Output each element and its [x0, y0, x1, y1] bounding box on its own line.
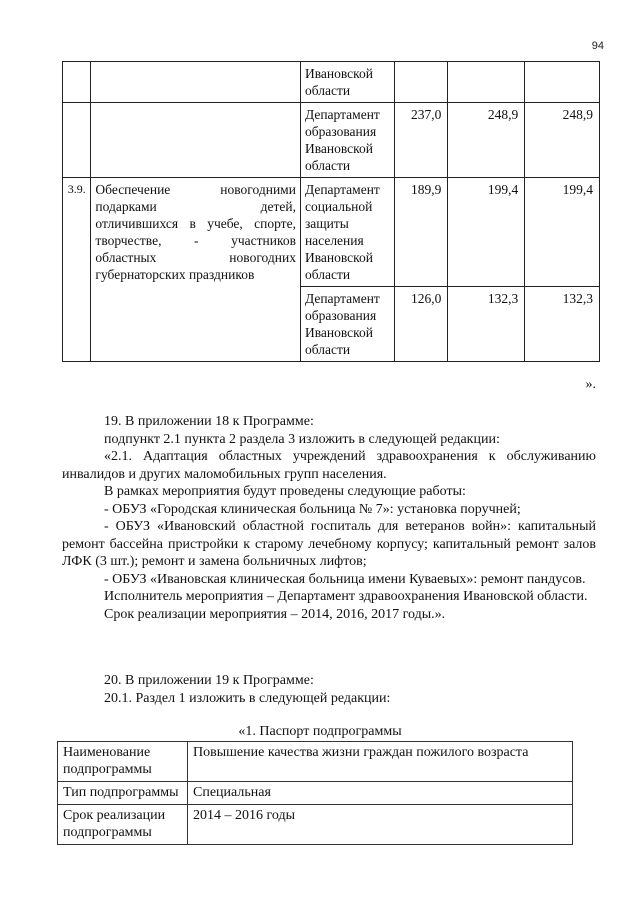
- value-cell-2015: 132,3: [448, 287, 525, 362]
- paragraph: В рамках мероприятия будут проведены следующие работы:: [104, 484, 466, 499]
- paragraph: 19. В приложении 18 к Программе:: [104, 414, 314, 429]
- value-cell-2016: [525, 62, 600, 103]
- measures-table: [62, 61, 600, 362]
- executor-cell: Департамент образования Ивановской области: [300, 103, 394, 178]
- paragraph: - ОБУЗ «Ивановский областной госпиталь для ветеранов войн»: капитальный ремонт бассейна пристройки к старому лечебному корпусу; капитальный ремонт залов ЛФК (3 шт.); ремонт и замена больничных лифтов;: [62, 519, 596, 569]
- value-cell-2016: 248,9: [525, 103, 600, 178]
- description-line: творчестве, - участников: [95, 233, 296, 248]
- measure-description-cell: [91, 62, 301, 103]
- value-cell-2014: 126,0: [394, 287, 448, 362]
- paragraph: подпункт 2.1 пункта 2 раздела 3 изложить в следующей редакции:: [104, 431, 500, 447]
- paragraph: Исполнитель мероприятия – Департамент здравоохранения Ивановской области.: [104, 589, 588, 604]
- value-cell-2015: 199,4: [448, 178, 525, 287]
- paragraph: - ОБУЗ «Городская клиническая больница № 7»: установка поручней;: [104, 501, 521, 517]
- description-line: подарками детей,: [95, 199, 296, 214]
- row-number-cell: [63, 62, 91, 103]
- paragraph: 20. В приложении 19 к Программе:: [104, 673, 314, 688]
- value-cell-2014: 189,9: [394, 178, 448, 287]
- passport-value-cell: Повышение качества жизни граждан пожилого возраста: [188, 742, 573, 782]
- value-cell-2016: 199,4: [525, 178, 600, 287]
- paragraph: «2.1. Адаптация областных учреждений здравоохранения к обслуживанию инвалидов и других маломобильных групп населения.: [62, 449, 596, 482]
- executor-cell: Ивановской области: [300, 62, 394, 103]
- passport-value-cell: Специальная: [188, 782, 573, 805]
- amendment-19-text: [62, 413, 596, 623]
- paragraph: Срок реализации мероприятия – 2014, 2016, 2017 годы.».: [104, 606, 446, 622]
- measure-description-cell: [91, 103, 301, 178]
- table-row: [58, 742, 573, 782]
- amendment-20-text: [62, 672, 596, 707]
- executor-cell: Департамент социальной защиты населения Ивановской области: [300, 178, 394, 287]
- value-cell-2015: 248,9: [448, 103, 525, 178]
- row-number-cell: 3.9.: [63, 178, 91, 362]
- description-line: отличившихся в учебе, спорте,: [95, 216, 296, 231]
- table-row: [63, 103, 600, 178]
- page-number: 94: [591, 40, 604, 52]
- passport-caption: «1. Паспорт подпрограммы: [238, 724, 402, 739]
- passport-label-cell: Наименование подпрограммы: [58, 742, 188, 782]
- passport-value-cell: 2014 – 2016 годы: [188, 805, 573, 845]
- value-cell-2016: 132,3: [525, 287, 600, 362]
- passport-label-cell: Тип подпрограммы: [58, 782, 188, 805]
- value-cell-2014: 237,0: [394, 103, 448, 178]
- description-line: губернаторских праздников: [95, 267, 255, 282]
- table-row: [63, 62, 600, 103]
- table-row: [58, 805, 573, 845]
- executor-cell: Департамент образования Ивановской области: [300, 287, 394, 362]
- closing-quote: ».: [585, 377, 596, 392]
- passport-label-cell: Срок реализации подпрограммы: [58, 805, 188, 845]
- paragraph: 20.1. Раздел 1 изложить в следующей редакции:: [104, 690, 391, 706]
- paragraph: - ОБУЗ «Ивановская клиническая больница имени Куваевых»: ремонт пандусов.: [104, 571, 586, 587]
- passport-table: [57, 741, 573, 845]
- value-cell-2014: [394, 62, 448, 103]
- measure-description-cell: [91, 178, 301, 362]
- value-cell-2015: [448, 62, 525, 103]
- row-number-cell: [63, 103, 91, 178]
- description-line: Обеспечение новогодними: [95, 182, 296, 197]
- table-row: [63, 178, 600, 287]
- table-row: [58, 782, 573, 805]
- description-line: областных новогодних: [95, 250, 296, 265]
